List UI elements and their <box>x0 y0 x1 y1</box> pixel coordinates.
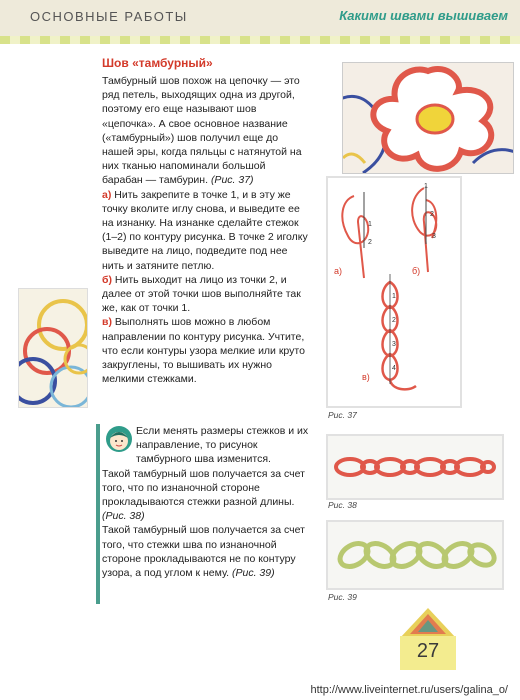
fig37-caption: Рис. 37 <box>328 410 357 420</box>
fig37-point-b3: 3 <box>432 233 436 240</box>
note-p1 <box>102 467 310 524</box>
figure-39-chain <box>326 520 504 590</box>
embroidered-flower-photo <box>342 62 514 174</box>
intro-text: Тамбурный шов похож на цепочку — это ряд петель, выходящих одна из другой, поэтому его еще называют шов «цепочка». А свое основное название («тамбурный») шов получил еще до нашей эры, когда пяльцы с натянутой на них тканью напоминали большой барабан — тамбурин. <box>102 75 302 187</box>
note-p1-text: Такой тамбурный шов получается за счет того, что по изнаночной стороне прокладываются стежки разной длины. <box>102 467 305 509</box>
fig37-point-b2: 2 <box>430 211 434 218</box>
step-a-label: а) <box>102 188 112 201</box>
ref-fig38: (Рис. 38) <box>102 510 145 523</box>
step-b-text: Нить выходит на лицо из точки 2, и далее от этой точки шов выполняйте так же, как от точки 1. <box>102 273 301 315</box>
step-b <box>102 273 308 316</box>
chapter-title: Какими швами вышиваем <box>339 8 508 23</box>
watermark-url: http://www.liveinternet.ru/users/galina_o/ <box>310 684 508 696</box>
note-p2 <box>102 523 310 580</box>
fig37-label-c: в) <box>362 372 370 382</box>
fig37-label-b: б) <box>412 266 421 276</box>
note-accent-bar <box>96 424 100 604</box>
step-c-text: Выполнять шов можно в любом направлении по контуру рисунка. Учтите, что если контуры узора мелкие или круто закруглены, то вышивать их нужно мелкими стежками. <box>102 316 305 386</box>
note-intro: Если менять размеры стежков и их направление, то рисунок тамбурного шва изменится. <box>136 425 309 466</box>
fig38-caption: Рис. 38 <box>328 500 357 510</box>
fig37-point-c4: 4 <box>392 365 396 372</box>
ref-fig39: (Рис. 39) <box>232 567 275 580</box>
article-body <box>102 74 308 386</box>
fig37-point-b1: 1 <box>424 183 428 190</box>
fig39-caption: Рис. 39 <box>328 592 357 602</box>
fig37-point-a2: 2 <box>368 239 372 246</box>
fig37-point-c1: 1 <box>392 293 396 300</box>
note-p2-text: Такой тамбурный шов получается за счет того, что стежки шва по изнаночной стороне прокладываются не по контуру узора, а под углом к нему. <box>102 524 305 580</box>
step-c-label: в) <box>102 316 112 329</box>
intro-paragraph <box>102 74 308 188</box>
page-header <box>0 0 520 36</box>
figure-37-diagram <box>326 176 462 408</box>
ref-fig37: (Рис. 37) <box>210 174 254 187</box>
step-b-label: б) <box>102 273 112 286</box>
header-stripe <box>0 36 520 44</box>
stitch-triangle-decoration <box>400 608 456 638</box>
page-number: 27 <box>416 640 440 662</box>
figure-38-chain <box>326 434 504 500</box>
fig37-point-c2: 2 <box>392 317 396 324</box>
fig37-label-a: а) <box>334 266 343 276</box>
tip-note <box>102 424 310 580</box>
step-a <box>102 188 308 273</box>
section-title: ОСНОВНЫЕ РАБОТЫ <box>30 9 188 24</box>
step-a-text: Нить закрепите в точке 1, и в эту же точку вколите иглу снова, и выведите ее на изнанку. На изнанке сделайте стежок (1–2) по контуру рисунка. В точке 2 иголку выведите на лицо, подведите под нее нить и затяните петлю. <box>102 188 308 272</box>
article-title: Шов «тамбурный» <box>102 56 213 70</box>
fig37-point-c3: 3 <box>392 341 396 348</box>
step-c <box>102 315 308 386</box>
fig37-point-a1: 1 <box>368 221 372 228</box>
embroidery-circles-photo <box>18 288 88 408</box>
